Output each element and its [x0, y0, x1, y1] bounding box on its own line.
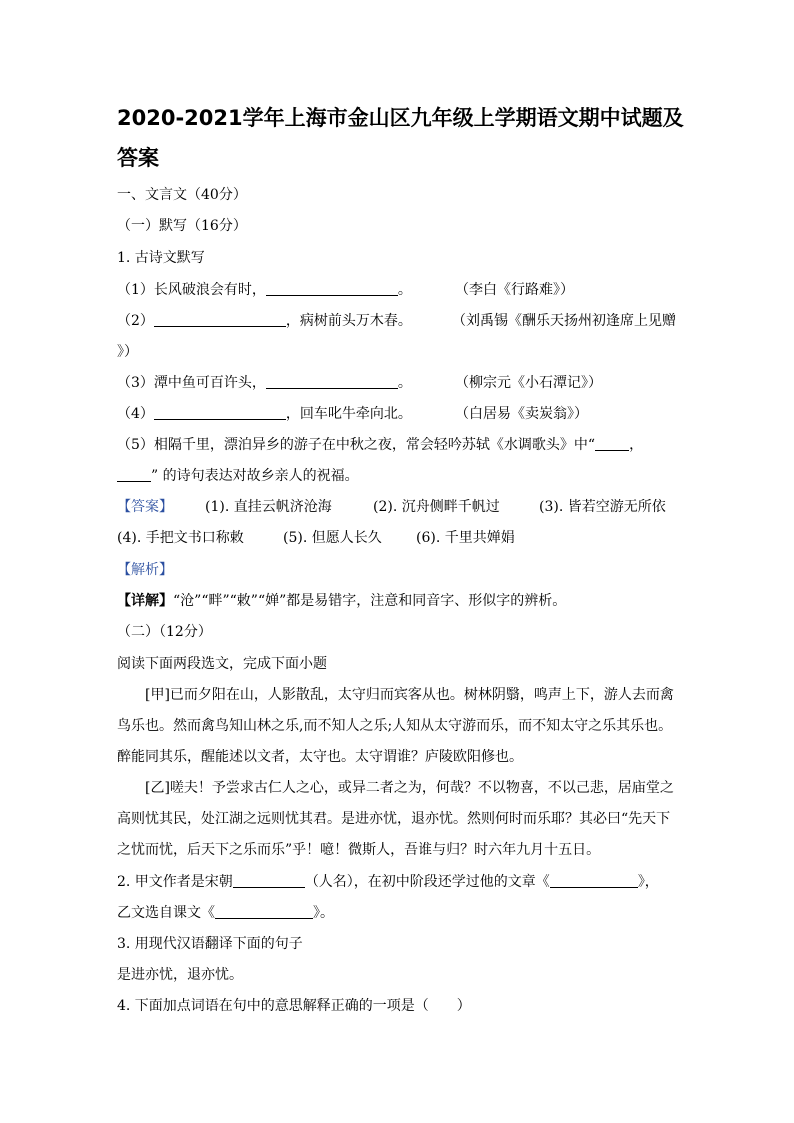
- question-4: 4. 下面加点词语在句中的意思解释正确的一项是（ ）: [117, 998, 471, 1014]
- subsection-heading-2: （二）（12分）: [117, 624, 212, 640]
- source-citation: （柳宗元《小石潭记》）: [455, 375, 602, 391]
- passage-yi-line: 高则忧其民，处江湖之远则忧其君。是进亦忧，退亦忧。然则何时而乐耶？其必曰“先天下: [117, 811, 671, 827]
- source-citation: （李白《行路难》）: [455, 282, 574, 298]
- answer-1: (1). 直挂云帆济沧海: [205, 499, 332, 515]
- source-citation: （刘禹锡《酬乐天扬州初逢席上见赠: [452, 313, 676, 329]
- answer-label: 【答案】: [117, 499, 173, 515]
- fill-item-3: （3）潭中鱼可百许头， 。: [117, 375, 412, 391]
- answer-blank: [266, 374, 398, 389]
- passage-yi-line: 之忧而忧，后天下之乐而乐”乎！噫！微斯人，吾谁与归？时六年九月十五日。: [117, 842, 601, 858]
- answer-4: (4). 手把文书口称敕: [117, 530, 244, 546]
- reading-intro: 阅读下面两段选文，完成下面小题: [117, 656, 327, 672]
- answer-blank: [215, 904, 313, 919]
- question-3-sentence: 是进亦忧，退亦忧。: [117, 967, 243, 983]
- fill-item-4: （4） ，回车叱牛牵向北。: [117, 406, 412, 422]
- answer-blank: [595, 436, 629, 451]
- question-2: 2. 甲文作者是宋朝 （人名），在初中阶段还学过他的文章《 》，: [117, 874, 659, 890]
- section-heading: 一、文言文（40分）: [117, 187, 247, 203]
- fill-item-5-cont: ” 的诗句表达对故乡亲人的祝福。: [117, 467, 359, 485]
- answer-2: (2). 沉舟侧畔千帆过: [373, 499, 500, 515]
- answer-blank: [233, 873, 305, 888]
- question-1: 1. 古诗文默写: [117, 250, 205, 266]
- detail-paragraph: 【详解】“沧”“畔”“敕”“婵”都是易错字，注意和同音字、形似字的辨析。: [117, 593, 567, 609]
- question-3: 3. 用现代汉语翻译下面的句子: [117, 936, 303, 952]
- analysis-label: 【解析】: [117, 562, 173, 578]
- answer-5: (5). 但愿人长久: [283, 530, 382, 546]
- answer-blank: [154, 405, 286, 420]
- question-2-cont: 乙文选自课文《 》。: [117, 905, 334, 921]
- passage-yi-line: [乙]嗟夫！予尝求古仁人之心，或异二者之为，何哉？不以物喜，不以己悲，居庙堂之: [145, 780, 674, 796]
- subsection-heading: （一）默写（16分）: [117, 218, 247, 234]
- source-citation-cont: 》）: [117, 344, 138, 360]
- document-title: 2020-2021学年上海市金山区九年级上学期语文期中试题及答案: [117, 106, 684, 170]
- passage-jia-line: 醉能同其乐，醒能述以文者，太守也。太守谓谁？庐陵欧阳修也。: [117, 749, 523, 765]
- fill-item-1: （1）长风破浪会有时， 。: [117, 282, 412, 298]
- passage-jia-line: [甲]已而夕阳在山，人影散乱，太守归而宾客从也。树林阴翳，鸣声上下，游人去而禽: [145, 687, 674, 703]
- answer-blank: [117, 467, 151, 482]
- answer-3: (3). 皆若空游无所依: [539, 499, 666, 515]
- detail-label: 【详解】: [117, 593, 173, 609]
- answer-6: (6). 千里共婵娟: [416, 530, 515, 546]
- answer-blank: [550, 873, 638, 888]
- fill-item-5: （5）相隔千里，漂泊异乡的游子在中秋之夜，常会轻吟苏轼《水调歌头》中“ ，: [117, 437, 644, 453]
- answer-blank: [266, 281, 398, 296]
- fill-item-2: （2） ，病树前头万木春。: [117, 313, 412, 329]
- source-citation: （白居易《卖炭翁》）: [455, 406, 588, 422]
- answer-blank: [154, 312, 286, 327]
- passage-jia-line: 鸟乐也。然而禽鸟知山林之乐,而不知人之乐;人知从太守游而乐，而不知太守之乐其乐也。: [117, 718, 673, 734]
